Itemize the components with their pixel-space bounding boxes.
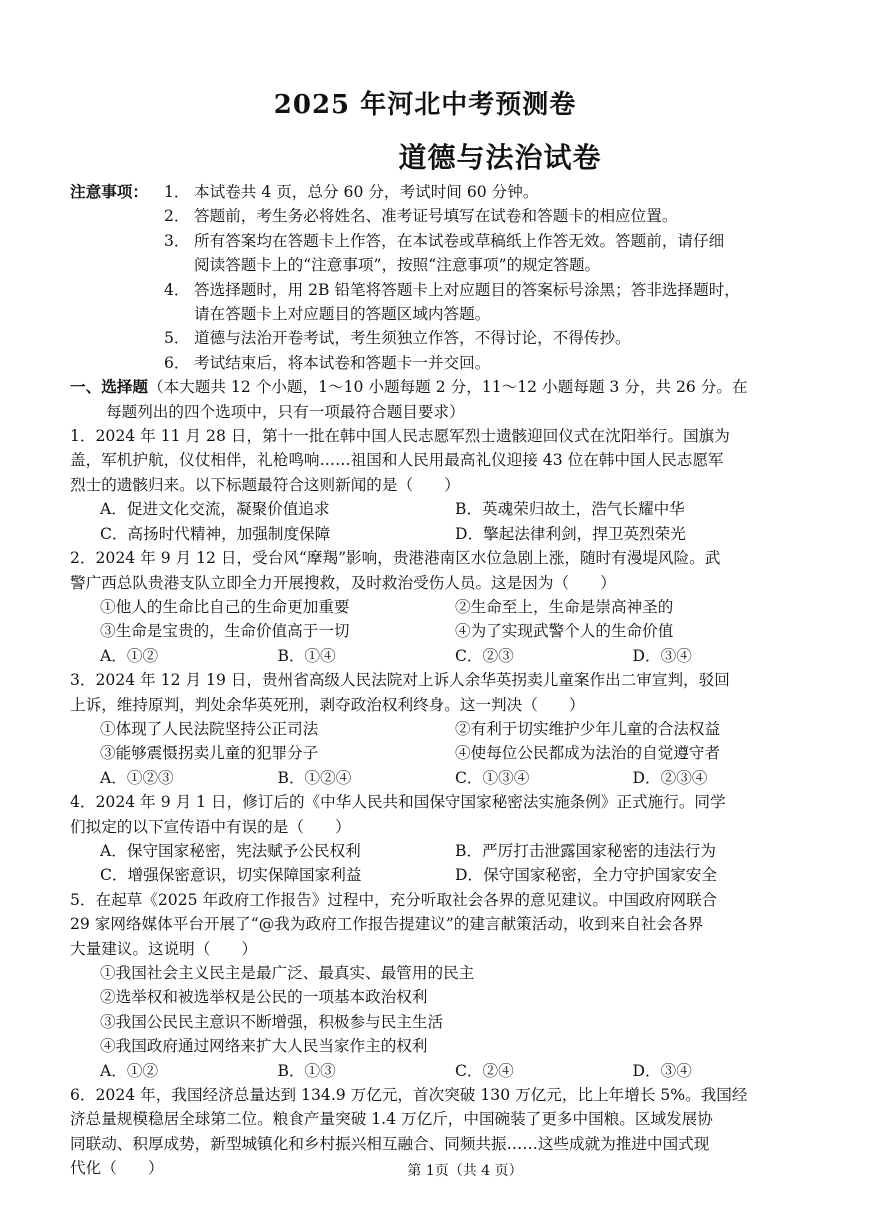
statement: ②有利于切实维护少年儿童的合法权益 [455,719,721,738]
question-3-stem: 3．2024 年 12 月 19 日，贵州省高级人民法院对上诉人余华英拐卖儿童案作出二审宣判，驳回 上诉，维持原判，判处余华英死刑，剥夺政治权利终身。这一判决（ ） [70,671,730,714]
option-b: B．严厉打击泄露国家秘密的违法行为 [455,841,716,860]
question-2-statements-row-2 [70,619,810,643]
option-b: B．①②④ [277,768,352,787]
question-1-options-row-2 [70,522,810,546]
option-a: A．促进文化交流，凝聚价值追求 [100,500,330,519]
question-3-options [70,766,810,790]
question-6-stem: 6．2024 年，我国经济总量达到 134.9 万亿元，首次突破 130 万亿元，比上年增长 5%。我国经 济总量规模稳居全球第二位。粮食产量突破 1.4 万亿斤，中国碗装了更多中国粮。区域发展协 同联动、积厚成势，新型城镇化和乡村振兴相互融合、同频共振……这些成就为推进中国式现 代化（ ） [70,1086,748,1178]
option-b: B．①④ [277,646,336,665]
exam-content [70,180,810,1181]
question-4-stem: 4．2024 年 9 月 1 日，修订后的《中华人民共和国保守国家秘密法实施条例》正式施行。同学 们拟定的以下宣传语中有误的是（ ） [70,793,726,836]
question-4-options-row-2 [70,863,810,887]
statement: ③能够震慑拐卖儿童的犯罪分子 [100,744,319,763]
page-footer: 第 1页（共 4 页） [407,1163,523,1179]
option-a: A．①②③ [100,768,174,787]
question-4-options-row-1 [70,839,810,863]
statement: ①他人的生命比自己的生命更加重要 [100,597,350,616]
question-3-statements-row-1 [70,717,810,741]
statement: ③生命是宝贵的，生命价值高于一切 [100,622,350,641]
statement: ①我国社会主义民主是最广泛、最真实、最管用的民主 [100,964,475,982]
question-1-stem: 1．2024 年 11 月 28 日，第十一批在韩中国人民志愿军烈士遗骸迎回仪式在沈阳举行。国旗为 盖，军机护航，仪仗相伴，礼枪鸣响……祖国和人民用最高礼仪迎接 43 位在韩中国人民志愿军 烈士的遗骸归来。以下标题最符合这则新闻的是（ ） [70,427,730,494]
question-2-stem: 2．2024 年 9 月 12 日，受台风“摩羯”影响，贵港港南区水位急剧上涨，随时有漫堤风险。武 警广西总队贵港支队立即全力开展搜救，及时救治受伤人员。这是因为（ ） [70,549,721,592]
statement: ④为了实现武警个人的生命价值 [455,622,674,641]
statement: ②生命至上，生命是崇高神圣的 [455,597,674,616]
question-1-options-row-1 [70,497,810,521]
option-c: C．增强保密意识，切实保障国家利益 [100,866,362,885]
section-desc-cont: 每题列出的四个选项中，只有一项最符合题目要求） [106,402,465,421]
option-c: C．高扬时代精神，加强制度保障 [100,524,331,543]
statement: ④使每位公民都成为法治的自觉遵守者 [455,744,721,763]
option-c: C．①③④ [455,768,530,787]
section-header: 一、选择题（本大题共 12 个小题，1～10 小题每题 2 分，11～12 小题每题 3 分，共 26 分。在 [70,377,748,397]
option-d: D．③④ [632,646,692,665]
question-5-stem: 5．在起草《2025 年政府工作报告》过程中，充分听取社会各界的意见建议。中国政府网联合 29 家网络媒体平台开展了“@我为政府工作报告提建议”的建言献策活动，收到来自社会各界 大量建议。这说明（ ） [70,890,718,958]
question-2-options [70,644,810,668]
question-5-options [70,1059,810,1083]
statement: ②选举权和被选举权是公民的一项基本政治权利 [100,988,428,1007]
option-c: C．②④ [455,1061,514,1080]
option-d: D．擎起法律利剑，捍卫英烈荣光 [455,524,686,543]
question-2-statements-row-1 [70,595,810,619]
option-d: D．保守国家秘密，全力守护国家安全 [455,866,718,885]
option-d: D．③④ [632,1061,692,1080]
option-b: B．英魂荣归故土，浩气长耀中华 [455,500,685,519]
option-c: C．②③ [455,646,514,665]
option-a: A．①② [100,646,159,665]
notice-item-3: 3． 所有答案均在答题卡上作答，在本试卷或草稿纸上作答无效。答题前，请仔细 [164,231,725,250]
option-d: D．②③④ [632,768,708,787]
statement: ①体现了人民法院坚持公正司法 [100,719,319,738]
notice-item-3-cont: 阅读答题卡上的“注意事项”，按照“注意事项”的规定答题。 [194,256,601,275]
notice-item-2: 2． 答题前，考生务必将姓名、准考证号填写在试卷和答题卡的相应位置。 [164,207,678,226]
exam-subtitle: 道德与法治试卷 [398,141,602,174]
question-3-statements-row-2 [70,741,810,765]
notice-item-5: 5． 道德与法治开卷考试，考生须独立作答，不得讨论，不得传抄。 [164,329,631,348]
notice-label: 注意事项： [70,182,148,201]
notice-item-4-cont: 请在答题卡上对应题目的答题区域内答题。 [194,305,491,324]
option-a: A．①② [100,1061,159,1080]
exam-title: 2025 年河北中考预测卷 [273,90,577,120]
option-a: A．保守国家秘密，宪法赋予公民权利 [100,841,361,860]
notice-item-6: 6． 考试结束后，将本试卷和答题卡一并交回。 [164,353,491,372]
statement: ③我国公民民主意识不断增强，积极参与民主生活 [100,1012,444,1031]
statement: ④我国政府通过网络来扩大人民当家作主的权利 [100,1037,428,1056]
notice-item-1: 注意事项： 1． 本试卷共 4 页，总分 60 分，考试时间 60 分钟。 [70,180,810,204]
option-b: B．①③ [277,1061,336,1080]
notice-item-4: 4． 答选择题时，用 2B 铅笔将答题卡上对应题目的答案标号涂黑；答非选择题时， [164,280,740,299]
